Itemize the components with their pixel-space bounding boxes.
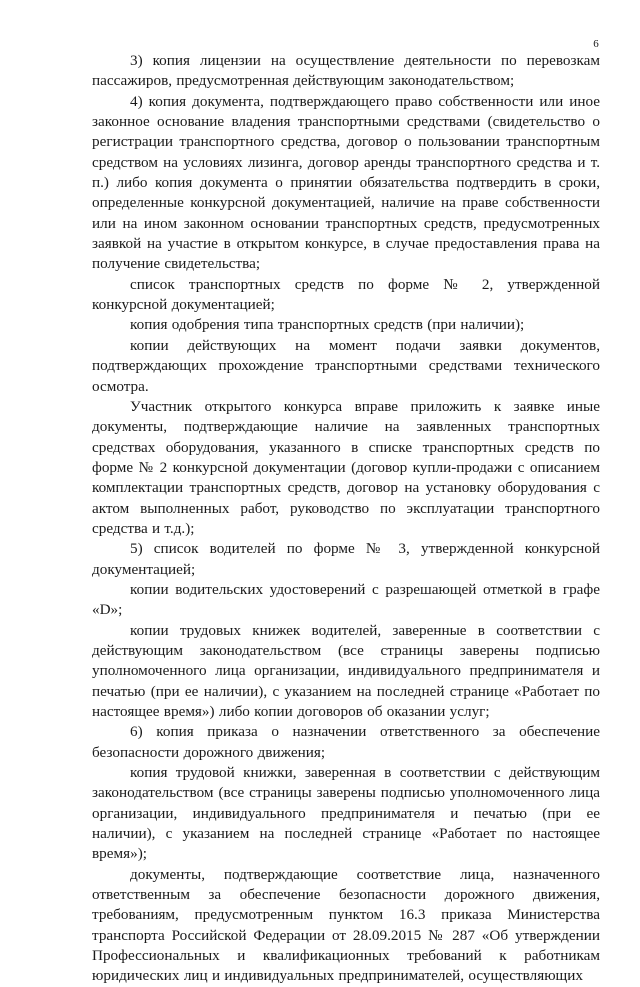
paragraph-license-copy: 3) копия лицензии на осуществление деятельности по перевозкам пассажиров, предусмотренная действующим законодательством;	[92, 52, 600, 90]
paragraph-ownership-document: 4) копия документа, подтверждающего право собственности или иное законное основание владения транспортными средствами (свидетельство о регистрации транспортного средства, договор о пользовании транспортным средством на условиях лизинга, договор аренды транспортного средства и т. п.) либо копия документа о принятии обязательства подтвердить в сроки, определенные конкурсной документацией, наличие на праве собственности или на ином законном основании транспортных средств, предусмотренных заявкой на участие в открытом конкурсе, в случае предоставления права на получение свидетельства;	[92, 92, 600, 273]
paragraph-employment-records: копии трудовых книжек водителей, заверенные в соответствии с действующим законодательством (все страницы заверены подписью уполномоченного лица организации, индивидуального предпринимателя и печатью (при ее наличии), с указанием на последней странице «Работает по настоящее время») либо копии договоров об оказании услуг;	[92, 621, 600, 720]
paragraph-type-approval: копия одобрения типа транспортных средств (при наличии);	[130, 316, 525, 334]
document-body	[92, 51, 600, 987]
paragraph-vehicle-list: список транспортных средств по форме № 2, утвержденной конкурсной документацией;	[92, 275, 600, 314]
page-number: 6	[593, 38, 599, 50]
paragraph-officer-employment-record: копия трудовой книжки, заверенная в соответствии с действующим законодательством (все страницы заверены подписью уполномоченного лица организации, индивидуального предпринимателя и печатью (при ее наличии), с указанием на последней странице «Работает по настоящее время»);	[92, 764, 600, 863]
paragraph-equipment-documents: Участник открытого конкурса вправе приложить к заявке иные документы, подтверждающие наличие на заявленных транспортных средствах оборудования, указанного в списке транспортных средств по форме № 2 конкурсной документации (договор купли-продажи с описанием комплектации транспортных средств, договор на установку оборудования с актом выполненных работ, руководство по эксплуатации транспортного средства и т.д.);	[92, 397, 600, 537]
paragraph-officer-qualification: документы, подтверждающие соответствие лица, назначенного ответственным за обеспечение безопасности дорожного движения, требованиям, предусмотренным пунктом 16.3 приказа Министерства транспорта Российской Федерации от 28.09.2015 № 287 «Об утверждении Профессиональных и квалификационных требований к работникам юридических лиц и индивидуальных предпринимателей, осуществляющих	[92, 865, 600, 985]
paragraph-driver-list: 5) список водителей по форме № 3, утвержденной конкурсной документацией;	[92, 540, 600, 578]
paragraph-safety-officer-order: 6) копия приказа о назначении ответственного за обеспечение безопасности дорожного движения;	[92, 723, 600, 761]
paragraph-driver-licenses: копии водительских удостоверений с разрешающей отметкой в графе «D»;	[92, 580, 600, 619]
paragraph-inspection-documents: копии действующих на момент подачи заявки документов, подтверждающих прохождение транспортными средствами технического осмотра.	[92, 336, 600, 395]
